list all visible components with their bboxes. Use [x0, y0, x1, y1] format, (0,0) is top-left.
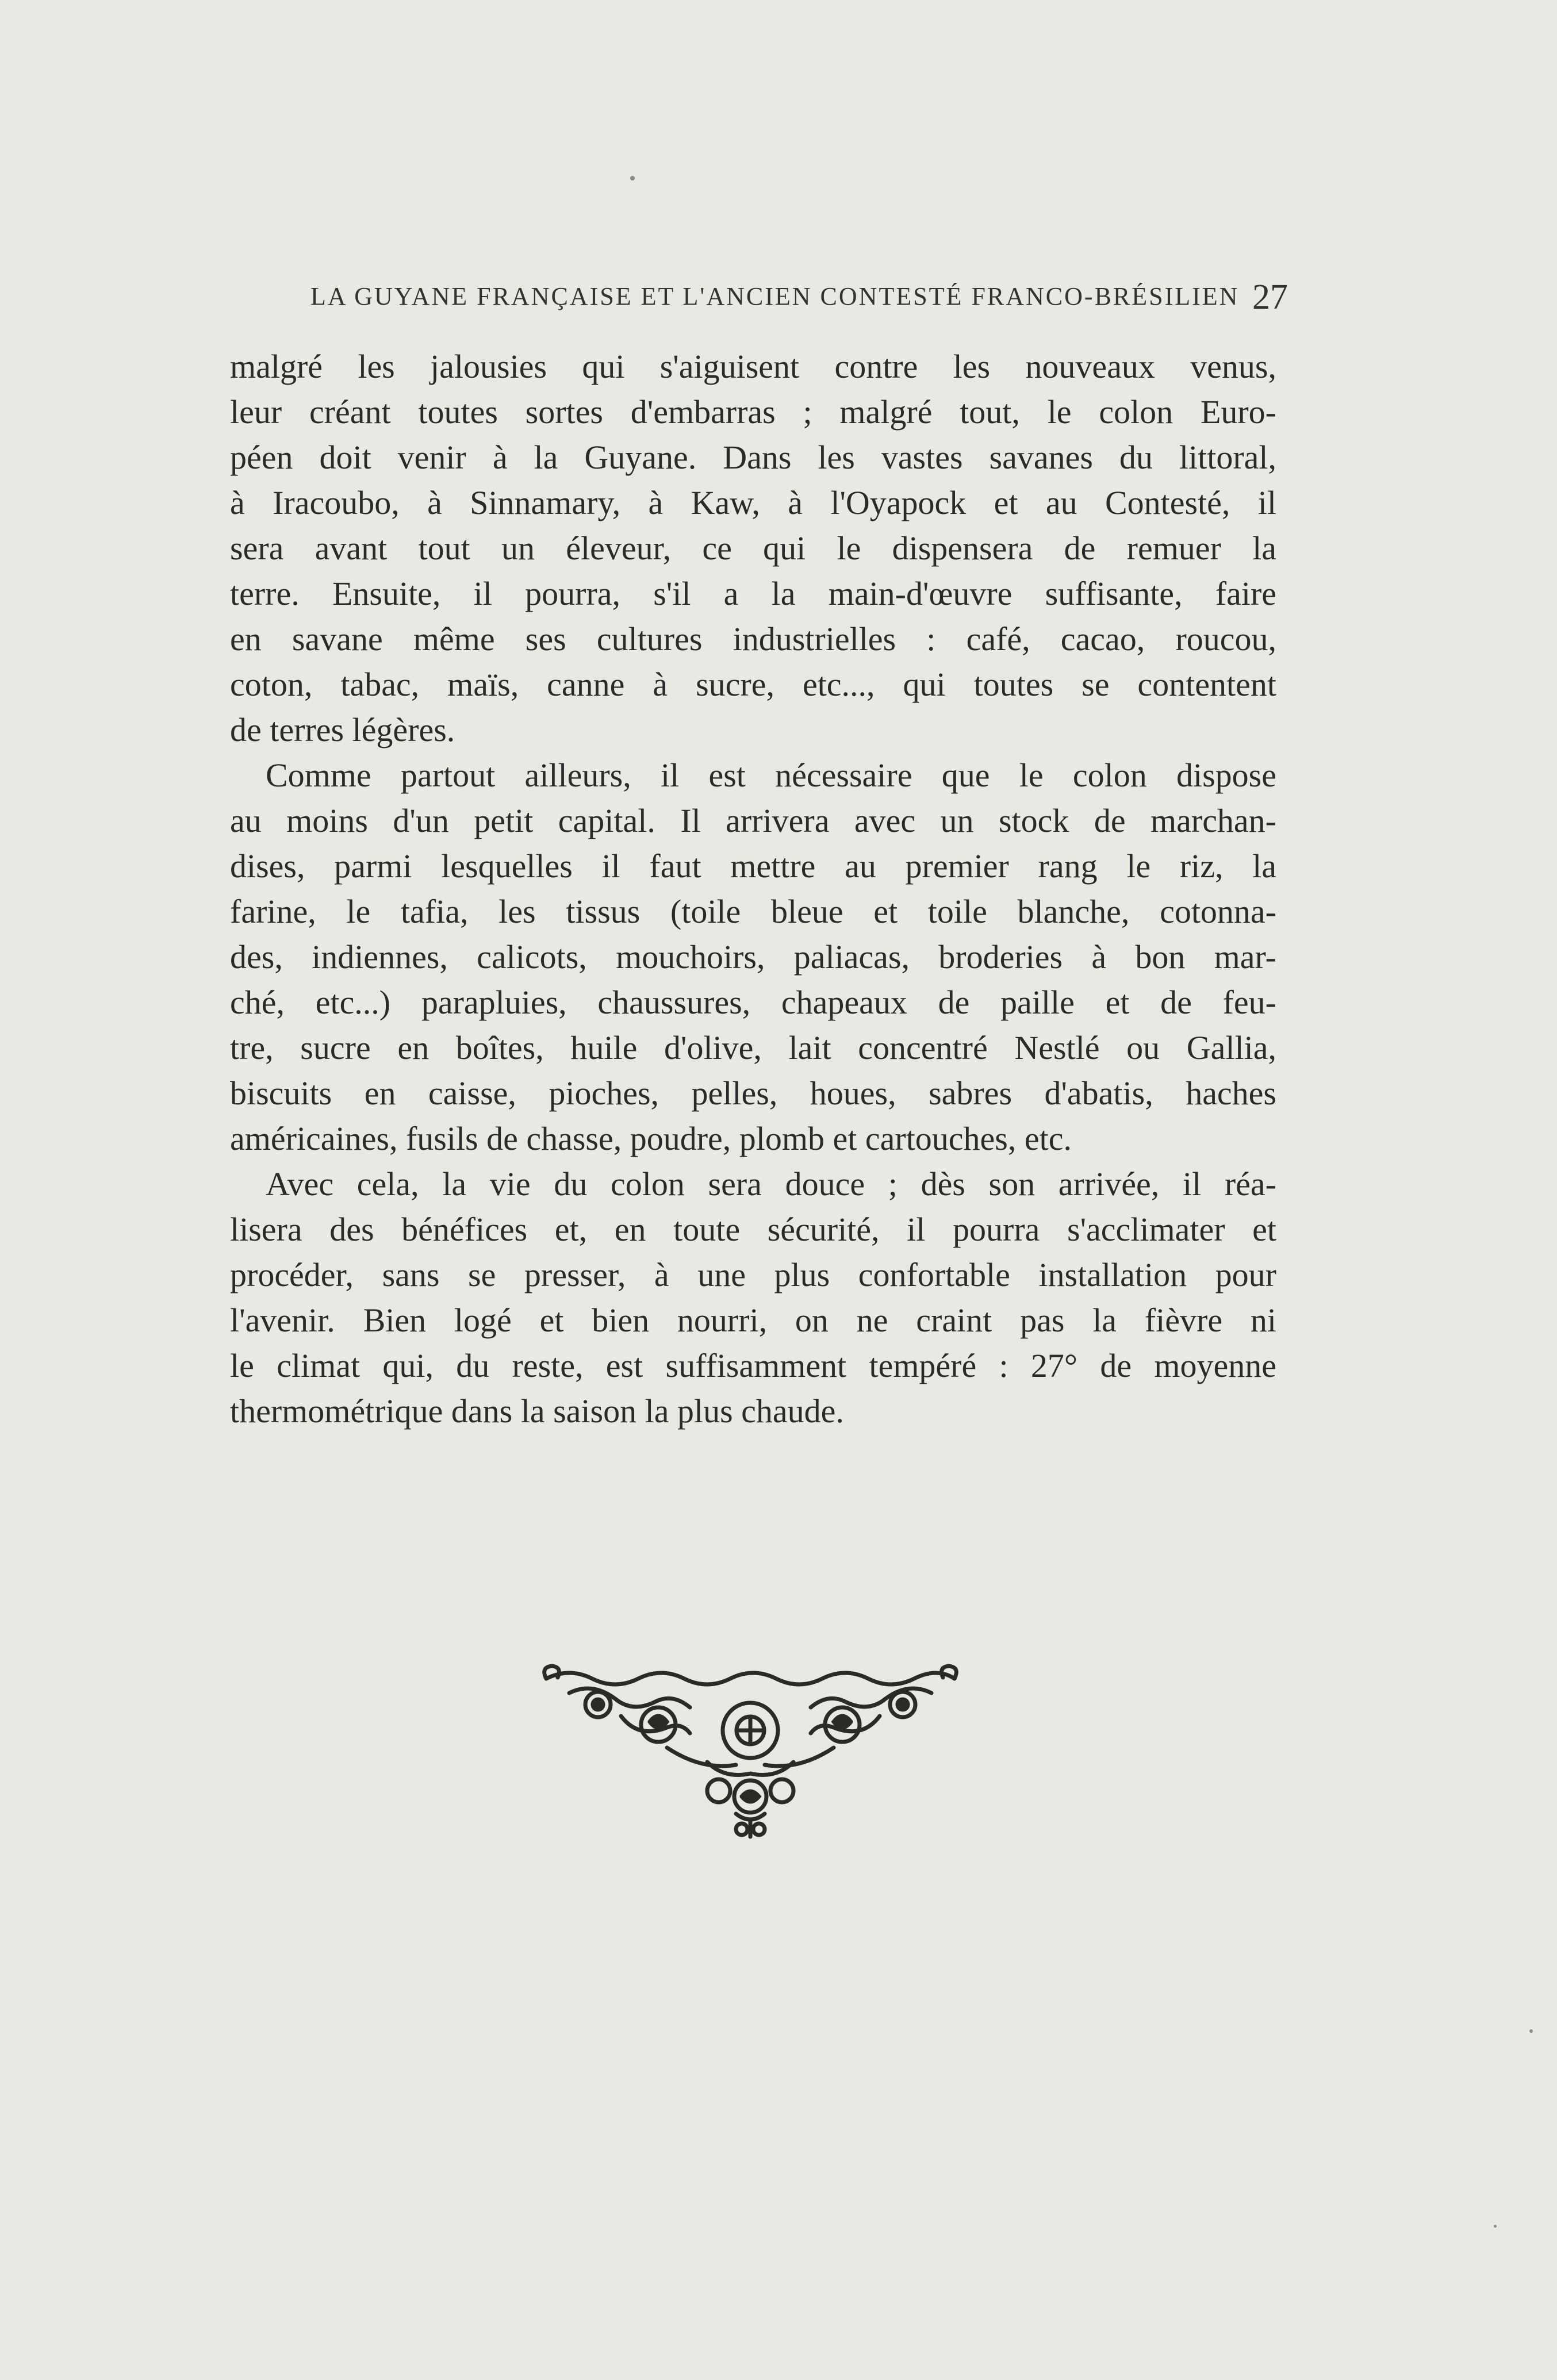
text-line: des, indiennes, calicots, mouchoirs, paliacas, broderies à bon mar-	[230, 938, 1276, 976]
running-title: LA GUYANE FRANÇAISE ET L'ANCIEN CONTESTÉ FRANCO-BRÉSILIEN	[310, 282, 1240, 310]
text-line: Comme partout ailleurs, il est nécessaire que le colon dispose	[266, 757, 1276, 794]
text-line: dises, parmi lesquelles il faut mettre au premier rang le riz, la	[230, 847, 1276, 885]
text-line: leur créant toutes sortes d'embarras ; malgré tout, le colon Euro-	[230, 393, 1276, 431]
text-line: terre. Ensuite, il pourra, s'il a la main-d'œuvre suffisante, faire	[230, 575, 1276, 612]
text-line: thermométrique dans la saison la plus chaude.	[230, 1392, 844, 1430]
text-line: farine, le tafia, les tissus (toile bleue et toile blanche, cotonna-	[230, 893, 1276, 930]
text-line: américaines, fusils de chasse, poudre, plomb et cartouches, etc.	[230, 1120, 1072, 1157]
body-text	[230, 344, 1276, 1434]
paper-speck	[630, 176, 635, 181]
text-line: coton, tabac, maïs, canne à sucre, etc..., qui toutes se contentent	[230, 666, 1276, 703]
text-line: lisera des bénéfices et, en toute sécurité, il pourra s'acclimater et	[230, 1211, 1276, 1248]
text-line: l'avenir. Bien logé et bien nourri, on ne craint pas la fièvre ni	[230, 1302, 1276, 1339]
paper-speck	[1494, 2225, 1497, 2228]
page-number: 27	[1252, 278, 1288, 317]
text-line: le climat qui, du reste, est suffisamment tempéré : 27° de moyenne	[230, 1347, 1276, 1384]
text-line: malgré les jalousies qui s'aiguisent contre les nouveaux venus,	[230, 348, 1276, 385]
text-line: Avec cela, la vie du colon sera douce ; dès son arrivée, il réa-	[266, 1165, 1276, 1203]
text-line: de terres légères.	[230, 711, 455, 748]
text-line: procéder, sans se presser, à une plus confortable installation pour	[230, 1256, 1276, 1293]
running-header	[310, 277, 1288, 323]
text-line: biscuits en caisse, pioches, pelles, houes, sabres d'abatis, haches	[230, 1074, 1276, 1112]
text-line: à Iracoubo, à Sinnamary, à Kaw, à l'Oyapock et au Contesté, il	[230, 484, 1276, 521]
paper-speck	[1529, 2029, 1533, 2033]
floral-tailpiece-icon	[535, 1661, 966, 1845]
text-line: en savane même ses cultures industrielles : café, cacao, roucou,	[230, 620, 1276, 658]
text-line: tre, sucre en boîtes, huile d'olive, lait concentré Nestlé ou Gallia,	[230, 1029, 1276, 1066]
text-line: péen doit venir à la Guyane. Dans les vastes savanes du littoral,	[230, 439, 1276, 476]
text-line: sera avant tout un éleveur, ce qui le dispensera de remuer la	[230, 529, 1276, 567]
text-line: au moins d'un petit capital. Il arrivera avec un stock de marchan-	[230, 802, 1276, 839]
text-line: ché, etc...) parapluies, chaussures, chapeaux de paille et de feu-	[230, 984, 1276, 1021]
